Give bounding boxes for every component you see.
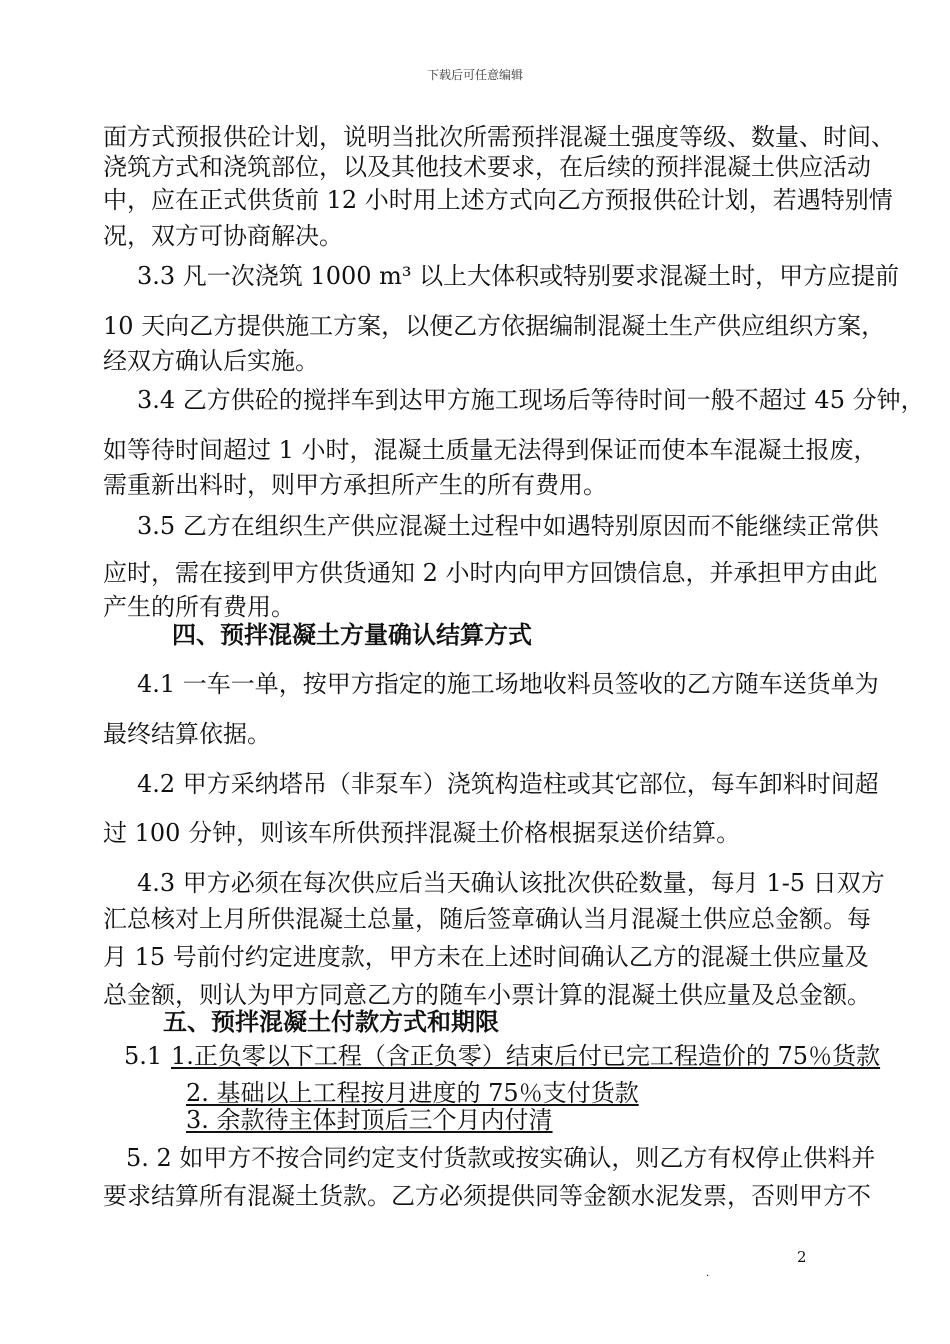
body-line: 需重新出料时，则甲方承担所产生的所有费用。	[103, 471, 607, 499]
clause-3-5: 3.5 乙方在组织生产供应混凝土过程中如遇特别原因而不能继续正常供	[137, 512, 879, 540]
clause-3-4: 3.4 乙方供砼的搅拌车到达甲方施工现场后等待时间一般不超过 45 分钟，	[137, 386, 925, 414]
payment-term-3	[186, 1104, 722, 1136]
body-line: 如等待时间超过 1 小时，混凝土质量无法得到保证而使本车混凝土报废，	[103, 436, 878, 464]
clause-5-1-label: 5.1	[124, 1042, 178, 1070]
body-line: 月 15 号前付约定进度款，甲方未在上述时间确认乙方的混凝土供应量及	[103, 943, 869, 971]
body-line: 况，双方可协商解决。	[103, 222, 343, 250]
payment-term-3-text: 3. 余款待主体封顶后三个月内付清	[186, 1106, 553, 1134]
body-line: 最终结算依据。	[103, 720, 271, 748]
page-header: 下载后可任意编辑	[426, 68, 523, 82]
body-line: 过 100 分钟，则该车所供预拌混凝土价格根据泵送价结算。	[103, 819, 741, 847]
section-heading-5: 五、预拌混凝土付款方式和期限	[163, 1007, 499, 1036]
payment-term-1: 1.正负零以下工程（含正负零）结束后付已完工程造价的 75％货款	[171, 1042, 881, 1070]
body-line: 应时，需在接到甲方供货通知 2 小时内向甲方回馈信息，并承担甲方由此	[103, 559, 878, 587]
body-line: 面方式预报供砼计划，说明当批次所需预拌混凝土强度等级、数量、时间、	[103, 123, 895, 151]
body-line: 10 天向乙方提供施工方案，以便乙方依据编制混凝土生产供应组织方案，	[103, 312, 886, 340]
page-number: 2	[797, 1248, 807, 1266]
body-line: 经双方确认后实施。	[103, 347, 319, 375]
clause-4-3: 4.3 甲方必须在每次供应后当天确认该批次供砼数量，每月 1-5 日双方	[137, 869, 885, 897]
body-line: 产生的所有费用。	[103, 593, 295, 621]
footer-dot: .	[706, 1268, 710, 1279]
body-line: 汇总核对上月所供混凝土总量，随后签章确认当月混凝土供应总金额。每	[103, 905, 871, 933]
body-line: 总金额，则认为甲方同意乙方的随车小票计算的混凝土供应量及总金额。	[103, 981, 871, 1009]
payment-term-2: 2. 基础以上工程按月进度的 75％支付货款	[186, 1079, 639, 1107]
clause-4-1: 4.1 一车一单，按甲方指定的施工场地收料员签收的乙方随车送货单为	[137, 670, 879, 698]
clause-5-2: 5. 2 如甲方不按合同约定支付货款或按实确认，则乙方有权停止供料并	[126, 1144, 876, 1172]
section-heading-4: 四、预拌混凝土方量确认结算方式	[172, 620, 532, 649]
clause-4-2: 4.2 甲方采纳塔吊（非泵车）浇筑构造柱或其它部位，每车卸料时间超	[137, 770, 879, 798]
body-line: 浇筑方式和浇筑部位，以及其他技术要求，在后续的预拌混凝土供应活动	[103, 153, 871, 181]
body-line: 要求结算所有混凝土货款。乙方必须提供同等金额水泥发票，否则甲方不	[103, 1182, 871, 1210]
body-line: 中，应在正式供货前 12 小时用上述方式向乙方预报供砼计划，若遇特别情	[103, 186, 893, 214]
clause-3-3: 3.3 凡一次浇筑 1000 m³ 以上大体积或特别要求混凝土时，甲方应提前	[137, 262, 900, 290]
